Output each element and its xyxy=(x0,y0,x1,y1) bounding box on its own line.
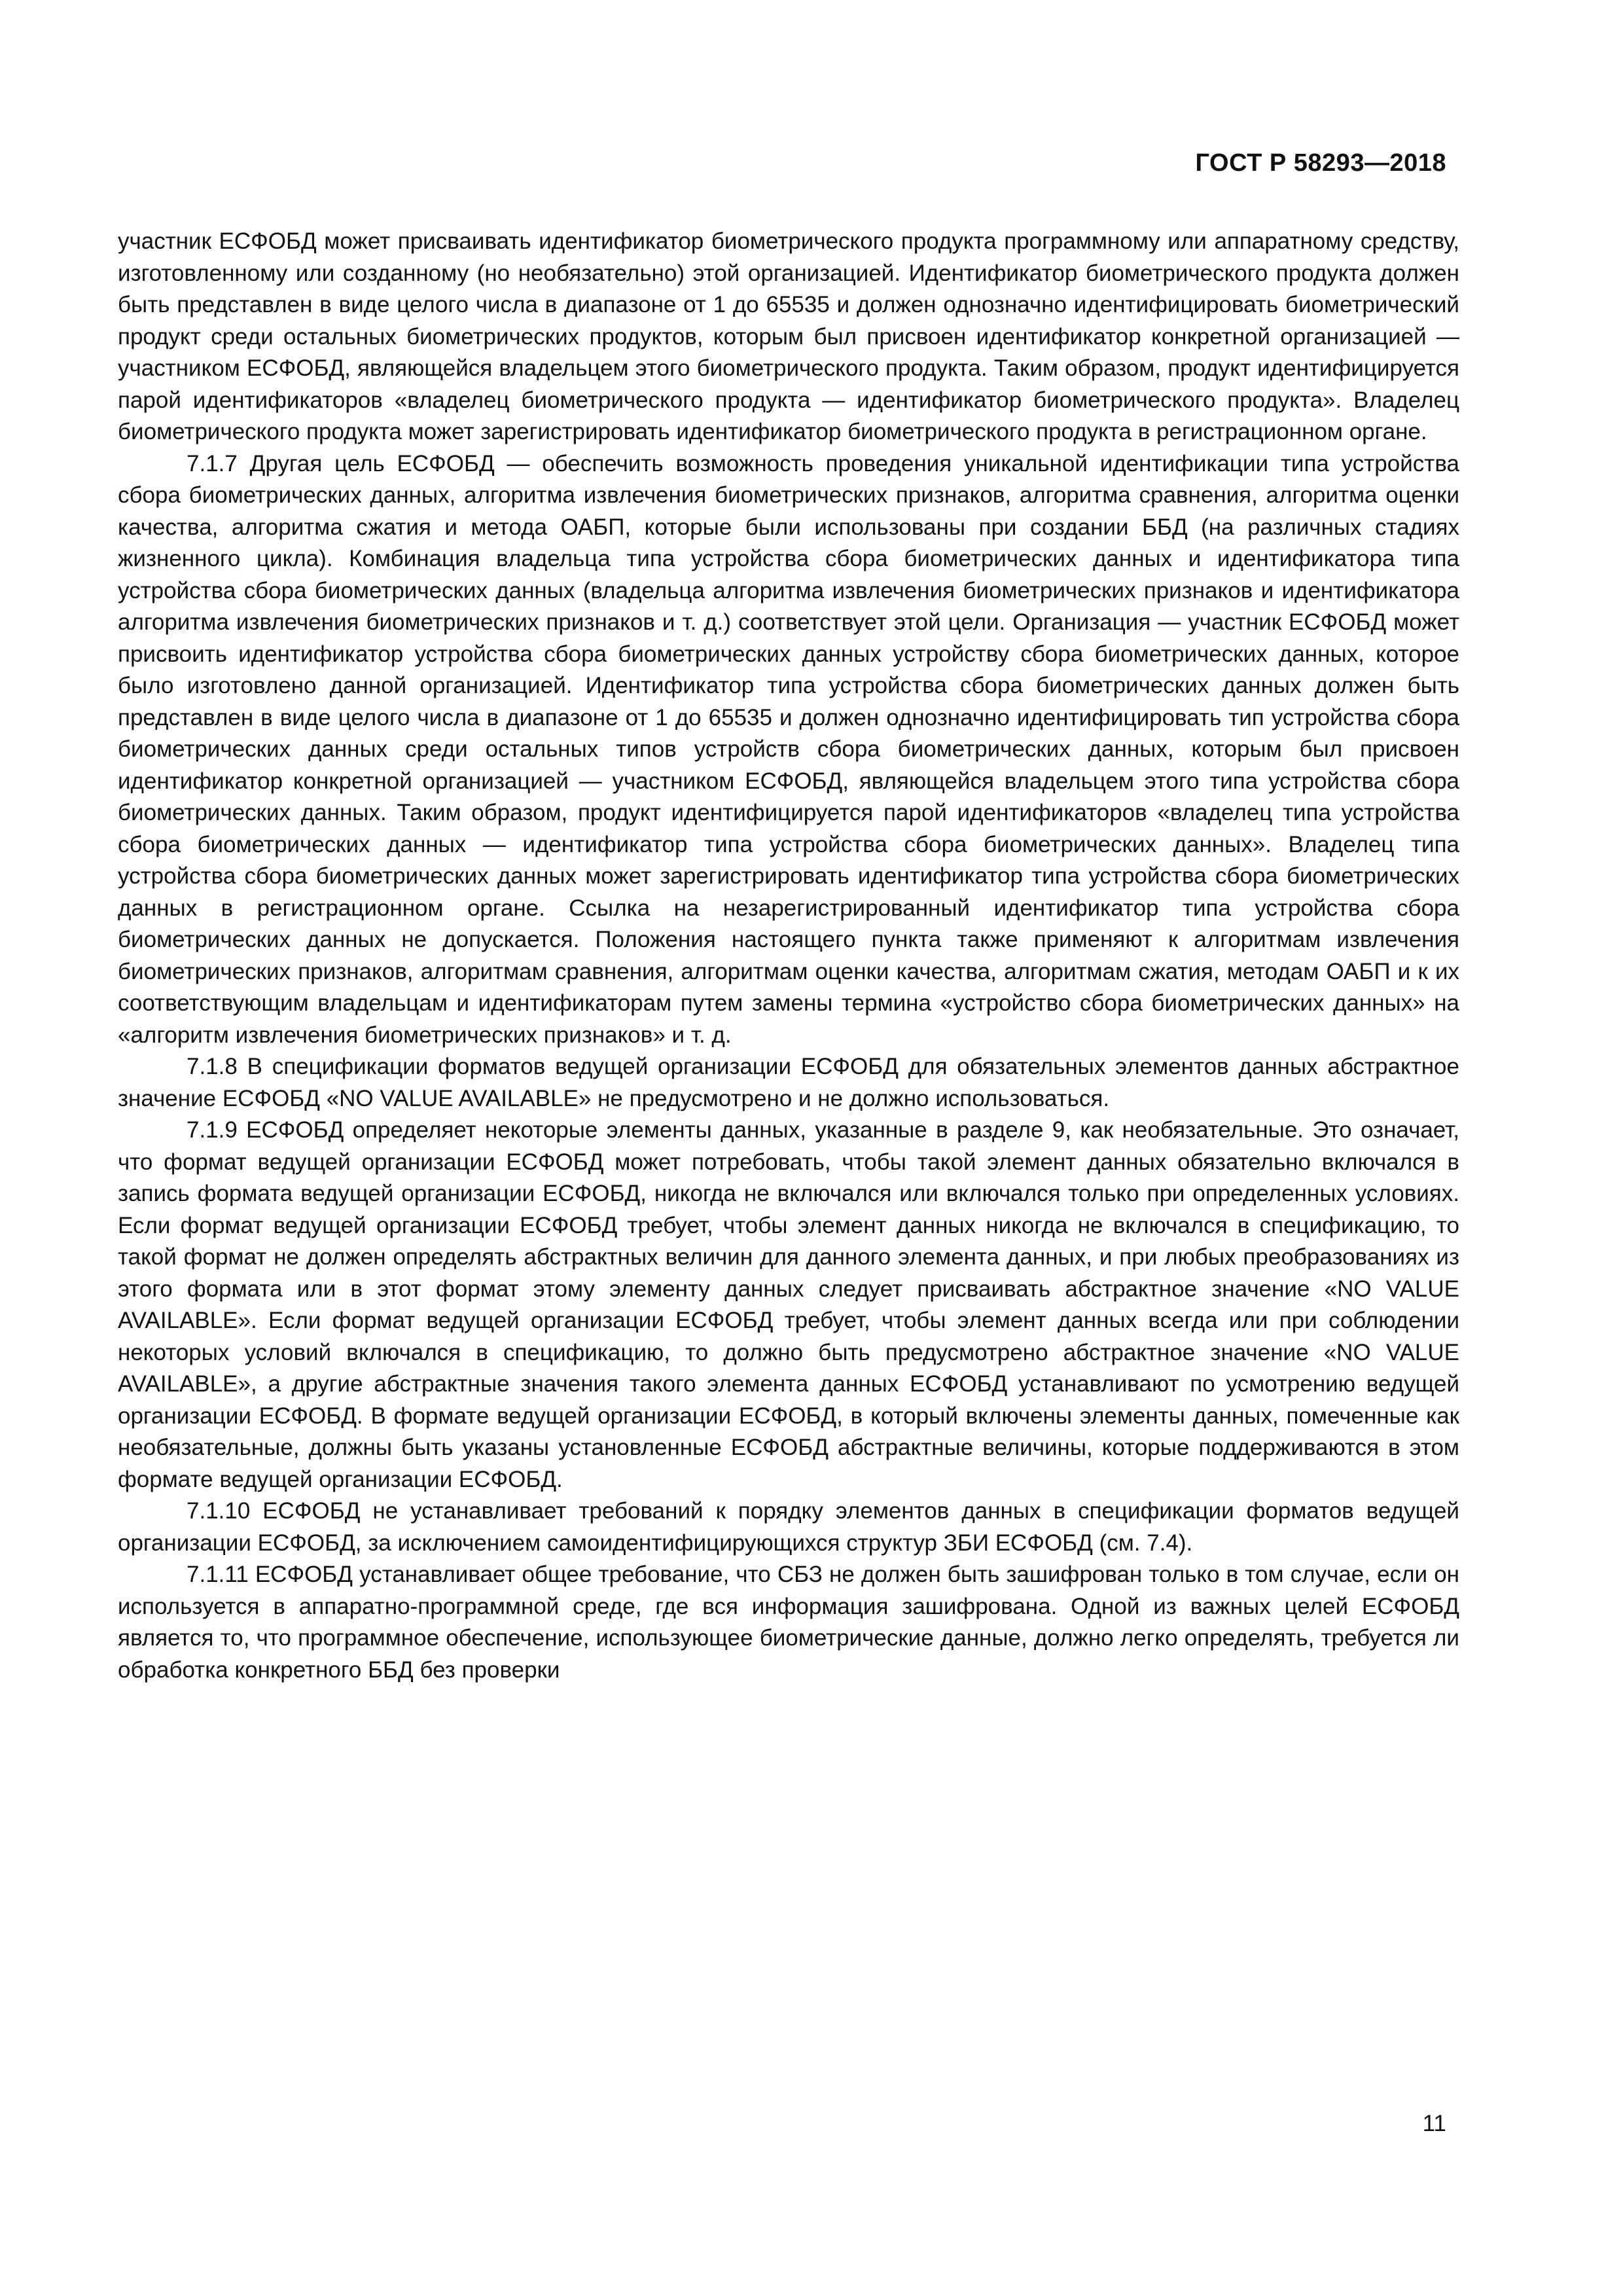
paragraph-7-1-9: 7.1.9 ЕСФОБД определяет некоторые элементы данных, указанные в разделе 9, как необязательные. Это означает, что формат ведущей организации ЕСФОБД может потребовать, чтобы такой элемент данных обязательно включался в запись формата ведущей организации ЕСФОБД, никогда не включался или включался только при определенных условиях. Если формат ведущей организации ЕСФОБД требует, чтобы элемент данных никогда не включался в спецификацию, то такой формат не должен определять абстрактных величин для данного элемента данных, и при любых преобразованиях из этого формата или в этот формат этому элементу данных следует присваивать абстрактное значение «NO VALUE AVAILABLE». Если формат ведущей организации ЕСФОБД требует, чтобы элемент данных всегда или при соблюдении некоторых условий включался в спецификацию, то должно быть предусмотрено абстрактное значение «NO VALUE AVAILABLE», а другие абстрактные значения такого элемента данных ЕСФОБД устанавливают по усмотрению ведущей организации ЕСФОБД. В формате ведущей организации ЕСФОБД, в который включены элементы данных, помеченные как необязательные, должны быть указаны установленные ЕСФОБД абстрактные величины, которые поддерживаются в этом формате ведущей организации ЕСФОБД. xyxy=(118,1117,1459,1492)
document-code-header: ГОСТ Р 58293—2018 xyxy=(1195,149,1446,177)
body-text xyxy=(118,226,1459,1686)
page-number: 11 xyxy=(1422,2111,1446,2136)
paragraph-7-1-11: 7.1.11 ЕСФОБД устанавливает общее требование, что СБЗ не должен быть зашифрован только в том случае, если он используется в аппаратно-программной среде, где вся информация зашифрована. Одной из важных целей ЕСФОБД является то, что программное обеспечение, использующее биометрические данные, должно легко определять, требуется ли обработка конкретного ББД без проверки xyxy=(118,1562,1459,1683)
paragraph-7-1-8: 7.1.8 В спецификации форматов ведущей организации ЕСФОБД для обязательных элементов данных абстрактное значение ЕСФОБД «NO VALUE AVAILABLE» не предусмотрено и не должно использоваться. xyxy=(118,1054,1459,1111)
paragraph-continuation: участник ЕСФОБД может присваивать идентификатор биометрического продукта программному или аппаратному средству, изготовленному или созданному (но необязательно) этой организацией. Идентификатор биометрического продукта должен быть представлен в виде целого числа в диапазоне от 1 до 65535 и должен однозначно идентифицировать биометрический продукт среди остальных биометрических продуктов, которым был присвоен идентификатор конкретной организацией — участником ЕСФОБД, являющейся владельцем этого биометрического продукта. Таким образом, продукт идентифицируется парой идентификаторов «владелец биометрического продукта — идентификатор биометрического продукта». Владелец биометрического продукта может зарегистрировать идентификатор биометрического продукта в регистрационном органе. xyxy=(118,228,1459,444)
paragraph-7-1-10: 7.1.10 ЕСФОБД не устанавливает требований к порядку элементов данных в спецификации форматов ведущей организации ЕСФОБД, за исключением самоидентифицирующихся структур ЗБИ ЕСФОБД (см. 7.4). xyxy=(118,1498,1459,1556)
paragraph-7-1-7: 7.1.7 Другая цель ЕСФОБД — обеспечить возможность проведения уникальной идентификации типа устройства сбора биометрических данных, алгоритма извлечения биометрических признаков, алгоритма сравнения, алгоритма оценки качества, алгоритма сжатия и метода ОАБП, которые были использованы при создании ББД (на различных стадиях жизненного цикла). Комбинация владельца типа устройства сбора биометрических данных и идентификатора типа устройства сбора биометрических данных (владельца алгоритма извлечения биометрических признаков и идентификатора алгоритма извлечения биометрических признаков и т. д.) соответствует этой цели. Организация — участник ЕСФОБД может присвоить идентификатор устройства сбора биометрических данных устройству сбора биометрических данных, которое было изготовлено данной организацией. Идентификатор типа устройства сбора биометрических данных должен быть представлен в виде целого числа в диапазоне от 1 до 65535 и должен однозначно идентифицировать тип устройства сбора биометрических данных среди остальных типов устройств сбора биометрических данных, которым был присвоен идентификатор конкретной организацией — участником ЕСФОБД, являющейся владельцем этого типа устройства сбора биометрических данных. Таким образом, продукт идентифицируется парой идентификаторов «владелец типа устройства сбора биометрических данных — идентификатор типа устройства сбора биометрических данных». Владелец типа устройства сбора биометрических данных может зарегистрировать идентификатор типа устройства сбора биометрических данных в регистрационном органе. Ссылка на незарегистрированный идентификатор типа устройства сбора биометрических данных не допускается. Положения настоящего пункта также применяют к алгоритмам извлечения биометрических признаков, алгоритмам сравнения, алгоритмам оценки качества, алгоритмам сжатия, методам ОАБП и к их соответствующим владельцам и идентификаторам путем замены термина «устройство сбора биометрических данных» на «алгоритм извлечения биометрических признаков» и т. д. xyxy=(118,450,1459,1048)
